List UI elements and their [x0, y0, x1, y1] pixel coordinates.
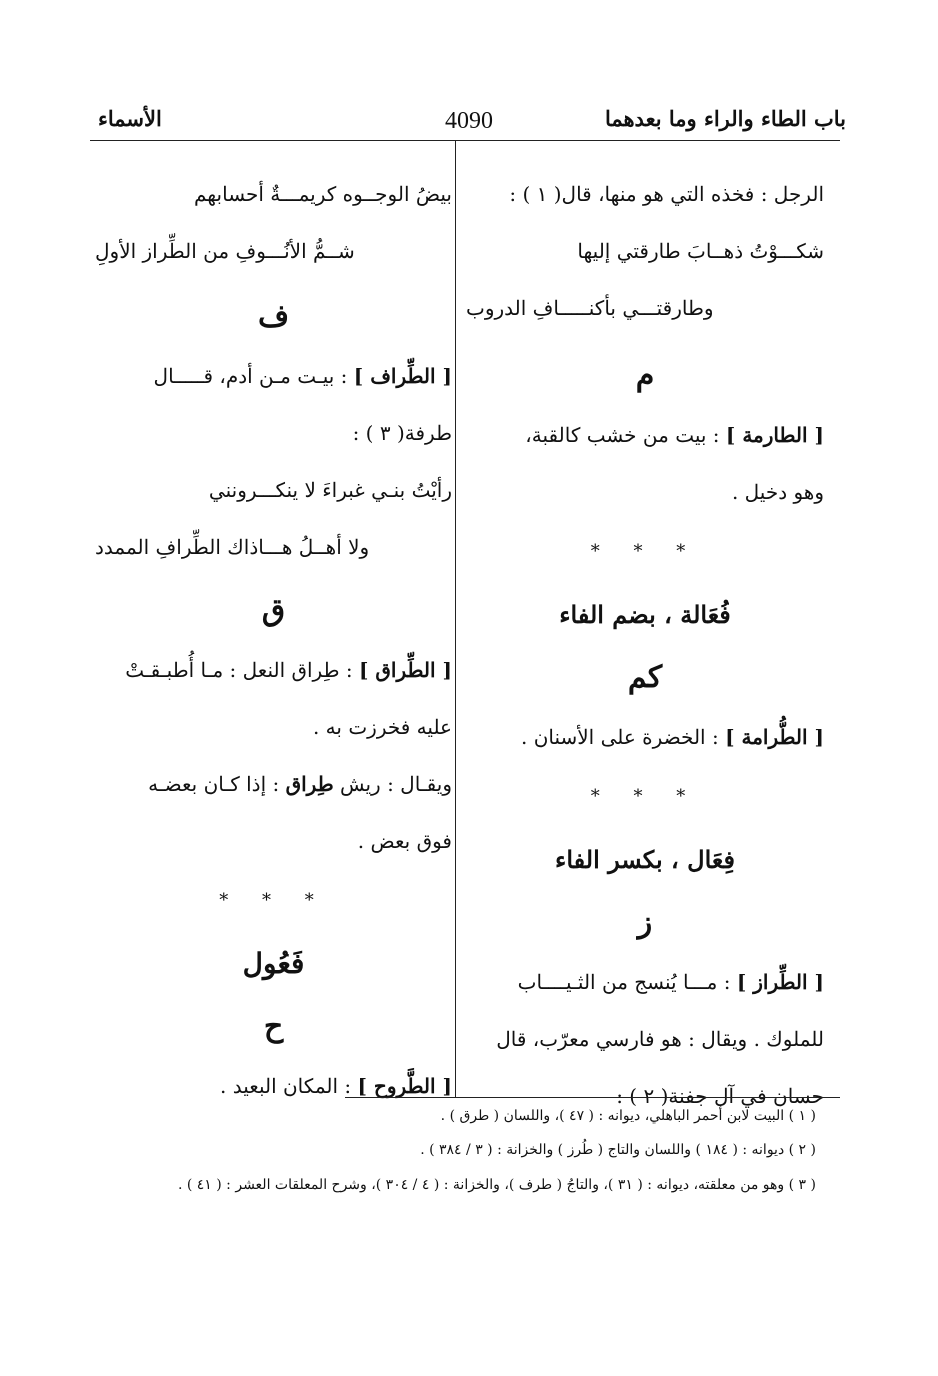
section-separator: * * *	[590, 541, 700, 562]
entry-term: [ الطِّراف ]	[353, 364, 452, 388]
letter-heading: ق	[261, 593, 286, 628]
entry-line	[95, 642, 452, 699]
entry-line	[466, 709, 824, 766]
right-column	[466, 166, 824, 1125]
pattern-heading: فُعَالة ، بضم الفاء	[559, 600, 731, 629]
text-segment: : إذا كـان بعضـه	[148, 772, 280, 796]
entry-term: [ الطُّرامة ]	[725, 725, 824, 749]
entry-line	[466, 954, 824, 1011]
text-line: للملوك . ويقال : هو فارسي معرّب، قال	[496, 1027, 824, 1051]
verse-line: ولا أهــلُ هـــاذاك الطِّرافِ الممدد	[95, 535, 370, 559]
text-line: الرجل : فخذه التي هو منها، قال( ١ ) :	[509, 182, 824, 206]
column-divider	[455, 141, 456, 1097]
letter-heading: م	[635, 358, 655, 393]
left-column	[95, 166, 452, 1115]
header-rule	[90, 140, 840, 141]
entry-line	[95, 1058, 452, 1115]
footnote-3: ( ٣ ) وهو من معلقته، ديوانه : ( ٣١ )، والتاجُ ( طرف )، والخزانة : ( ٤ / ٣٠٤ )، وشرح المعلقات العشر : ( ٤١ ) .	[177, 1177, 816, 1193]
entry-definition: : بيـت مـن أدم، قـــــال	[153, 364, 348, 388]
verse-line: وطارقتـــي بأكنـــــافِ الدروب	[466, 296, 714, 320]
text-segment: ويقـال : ريش	[339, 772, 452, 796]
entry-definition: : مـــا يُنسج من الثـيــــاب	[517, 970, 731, 994]
footnote-2: ( ٢ ) ديوانه : ( ١٨٤ ) واللسان والتاج ( طُرز ) والخزانة : ( ٣ / ٣٨٤ ) .	[420, 1142, 816, 1158]
entry-term: [ الطِّراز ]	[736, 970, 824, 994]
pattern-heading: فَعُول	[242, 947, 305, 980]
footnote-rule	[345, 1097, 840, 1098]
section-separator: * * *	[590, 786, 700, 807]
running-head-section: الأسماء	[98, 106, 162, 131]
verse-line: شكـــوْتُ ذهــابَ طارقتي إليها	[577, 239, 824, 263]
page-number: 4090	[445, 108, 493, 134]
text-line: وهو دخيل .	[731, 480, 824, 504]
entry-line	[95, 348, 452, 405]
pattern-heading: فِعَال ، بكسر الفاء	[555, 845, 735, 874]
letter-heading: كم	[627, 660, 663, 695]
verse-line: رأيْتُ بنـي غبراءَ لا ينكـــرونني	[208, 478, 452, 502]
section-separator: * * *	[219, 890, 328, 911]
letter-heading: ح	[263, 1009, 284, 1044]
text-line: عليه فخرزت به .	[312, 715, 452, 739]
entry-term: طِراق	[285, 772, 334, 796]
entry-line	[466, 407, 824, 464]
entry-term: [ الطَّروح ]	[357, 1074, 452, 1098]
entry-term: [ الطِّراق ]	[358, 658, 452, 682]
entry-definition: : الخضرة على الأسنان .	[520, 725, 719, 749]
entry-line	[95, 756, 452, 813]
entry-term: [ الطارمة ]	[725, 423, 824, 447]
letter-heading: ف	[257, 299, 290, 334]
verse-line: شــمُّ الأنُـــوفِ من الطِّراز الأولِ	[95, 239, 355, 263]
entry-definition: : بيت من خشب كالقبة،	[525, 423, 720, 447]
text-line: حسان في آل جفنة( ٢ ) :	[616, 1084, 824, 1108]
text-line: فوق بعض .	[357, 829, 452, 853]
verse-line: بيضُ الوجــوه كريمـــةٌ أحسابهم	[194, 182, 452, 206]
letter-heading: ز	[637, 905, 653, 940]
entry-definition: : طِراق النعل : مـا أُطبـقـتْ	[125, 658, 353, 682]
footnote-1: ( ١ ) البيت لابن أحمر الباهلي، ديوانه : ( ٤٧ )، واللسان ( طرق ) .	[440, 1108, 816, 1124]
text-line: طرفة( ٣ ) :	[352, 421, 452, 445]
running-head-chapter: باب الطاء والراء وما بعدهما	[604, 106, 846, 131]
entry-definition: : المكان البعيد .	[220, 1074, 352, 1098]
